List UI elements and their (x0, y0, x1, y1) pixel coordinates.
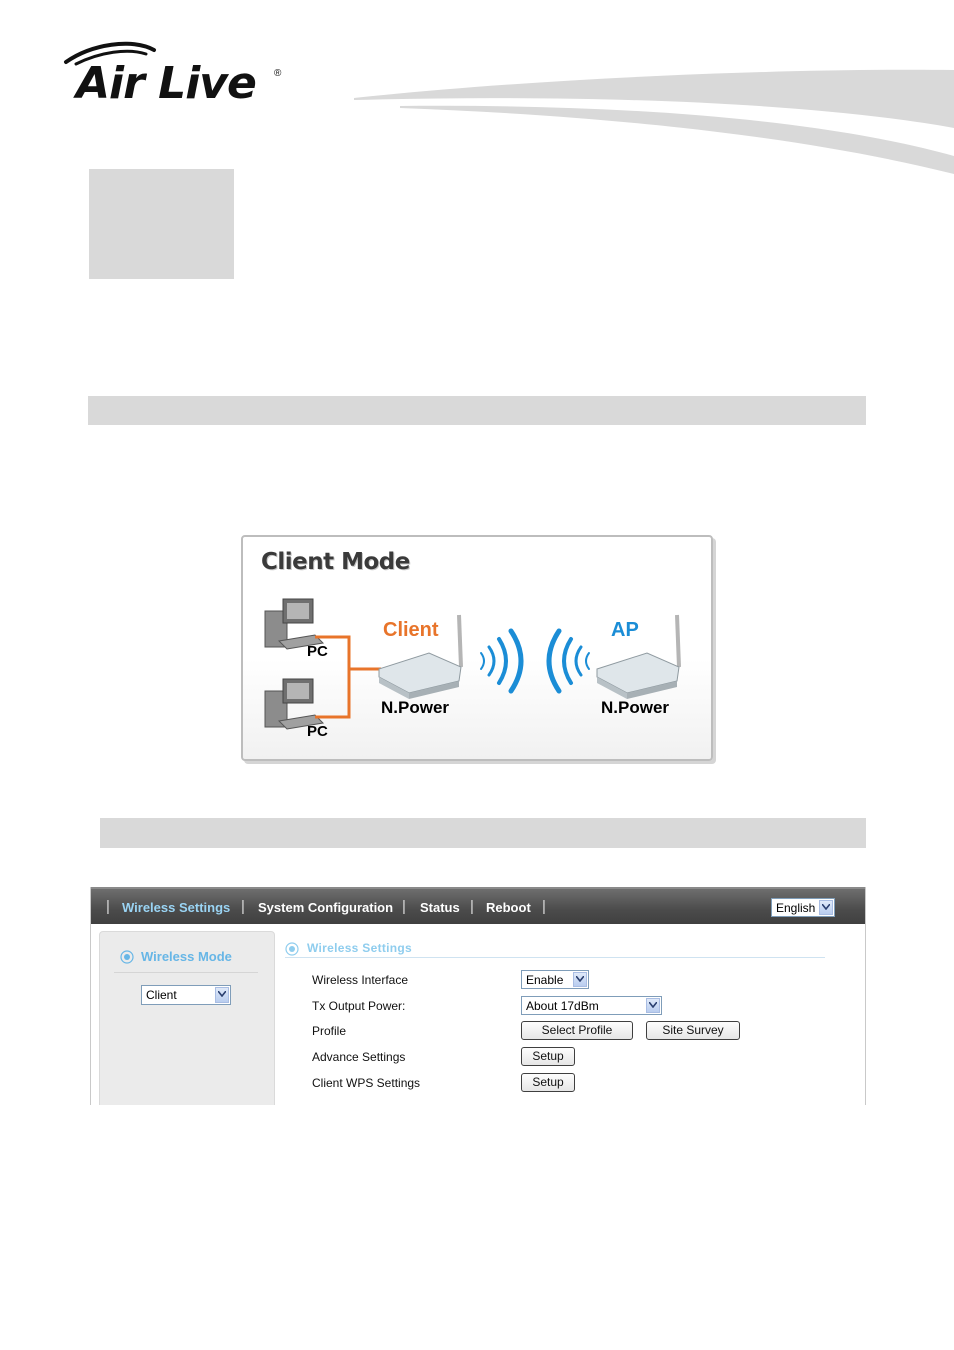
chevron-down-icon (819, 900, 833, 915)
wireless-interface-label: Wireless Interface (312, 973, 409, 987)
advance-settings-label: Advance Settings (312, 1050, 406, 1064)
divider (285, 957, 825, 958)
chevron-down-icon (646, 998, 660, 1013)
tx-output-power-value: About 17dBm (526, 999, 599, 1013)
top-navigation-bar (91, 887, 865, 924)
nav-separator: | (542, 898, 546, 915)
registered-mark: ® (274, 68, 282, 79)
client-mode-diagram (241, 535, 713, 761)
wireless-interface-select[interactable] (521, 970, 589, 989)
diagram-title: Client Mode (261, 549, 410, 575)
client-label: Client (383, 619, 439, 641)
ap-device-label: N.Power (601, 698, 670, 717)
site-survey-button[interactable]: Site Survey (646, 1021, 740, 1040)
chapter-number-box (89, 169, 234, 279)
target-bullet-icon (285, 942, 299, 956)
select-profile-button[interactable]: Select Profile (521, 1021, 633, 1040)
sidebar-panel (99, 931, 275, 1105)
chevron-down-icon (215, 987, 229, 1003)
wireless-mode-select[interactable] (141, 985, 231, 1005)
target-bullet-icon (120, 950, 134, 964)
profile-label: Profile (312, 1024, 347, 1038)
divider (114, 972, 258, 973)
section-heading-bar (88, 396, 866, 425)
nav-separator: | (106, 898, 110, 915)
ap-label: AP (611, 619, 639, 641)
wireless-signal-icon (481, 631, 589, 691)
nav-separator: | (402, 898, 406, 915)
nav-reboot[interactable]: Reboot (486, 900, 531, 915)
nav-separator: | (241, 898, 245, 915)
advance-settings-setup-button[interactable]: Setup (521, 1047, 575, 1066)
wireless-settings-title: Wireless Settings (307, 941, 413, 955)
wireless-interface-value: Enable (526, 973, 564, 987)
pc-icon (265, 679, 323, 729)
pc-label: PC (307, 723, 328, 740)
nav-status[interactable]: Status (420, 900, 460, 915)
wireless-mode-title: Wireless Mode (141, 949, 232, 964)
chevron-down-icon (573, 972, 587, 987)
nav-system-configuration[interactable]: System Configuration (258, 900, 394, 915)
pc-label: PC (307, 643, 328, 660)
language-value: English (776, 901, 816, 915)
nav-separator: | (470, 898, 474, 915)
client-wps-settings-label: Client WPS Settings (312, 1076, 421, 1090)
pc-icon (265, 599, 323, 649)
client-wps-setup-button[interactable]: Setup (521, 1073, 575, 1092)
nav-wireless-settings[interactable]: Wireless Settings (122, 900, 231, 915)
subsection-heading-bar (100, 818, 866, 848)
brand-logo: Air Live (76, 58, 256, 109)
wireless-mode-value: Client (146, 988, 177, 1002)
tx-output-power-label: Tx Output Power: (312, 999, 406, 1013)
language-select[interactable] (771, 898, 835, 917)
client-device-label: N.Power (381, 698, 450, 717)
tx-output-power-select[interactable] (521, 996, 662, 1015)
router-web-ui-screenshot (90, 887, 866, 1105)
header-swoosh-decoration (340, 60, 954, 180)
